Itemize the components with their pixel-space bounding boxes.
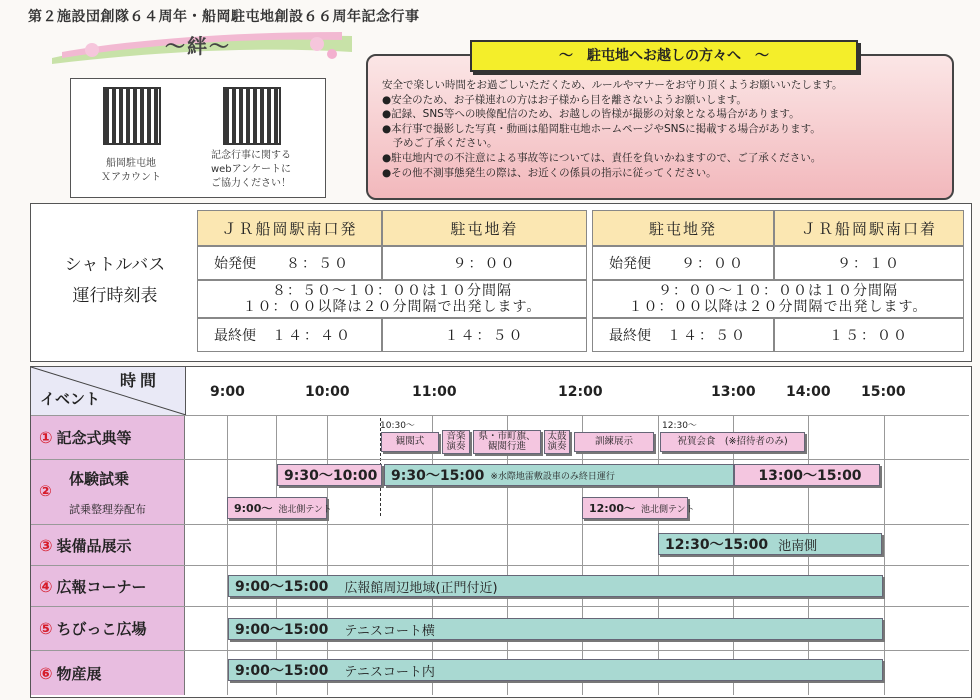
event-number: ①	[39, 428, 53, 447]
grid-line	[808, 415, 809, 695]
corner-time-label: 時間	[120, 371, 161, 390]
ticket-bar-2	[582, 497, 695, 519]
notice-line: ●駐屯地内での不注意による事故等については、責任を負いかねますので、ご了承ください。	[382, 151, 822, 164]
interval-line: ９：００〜１０：００は１０分間隔	[658, 283, 898, 299]
notice-line: ●その他不測事態発生の際は、お近くの係員の指示に従ってください。	[382, 166, 717, 179]
grid-line	[327, 415, 328, 695]
first-bus-label: 始発便	[214, 256, 256, 272]
block-line: 音楽	[446, 431, 466, 442]
event-ride	[31, 460, 185, 524]
last-bus-arrival: １４：５０	[382, 318, 587, 352]
qr-caption-survey	[196, 149, 306, 191]
event-name: 記念式典等	[56, 429, 132, 447]
market-bar	[228, 659, 883, 681]
last-bus-time: １４：５０	[667, 328, 747, 344]
grid-line	[507, 415, 508, 695]
event-name: 広報コーナー	[56, 577, 147, 596]
first-bus-label: 始発便	[609, 256, 651, 272]
event-number: ②	[39, 482, 52, 500]
grid-line	[733, 415, 734, 695]
event-title: 第２施設団創隊６４周年・船岡駐屯地創設６６周年記念行事	[28, 9, 420, 25]
notice-line: ●安全のため、お子様連れの方はお子様から目を離さないようお願いします。	[382, 93, 747, 106]
start-label: 10:30〜	[380, 421, 415, 431]
header-jr-departure: ＪＲ船岡駅南口発	[197, 210, 382, 246]
event-number: ③	[39, 535, 53, 555]
start-label: 12:30〜	[662, 421, 697, 431]
last-bus-label: 最終便	[609, 328, 651, 344]
corner-event-label: イベント	[40, 390, 101, 408]
time-tick: 13:00	[711, 384, 756, 400]
event-name: ちびっこ広場	[56, 620, 147, 638]
interval-line: １０：００以降は２０分間隔で出発します。	[628, 299, 928, 315]
interval-line: １０：００以降は２０分間隔で出発します。	[242, 299, 542, 315]
qr-code-x-account[interactable]	[103, 87, 161, 145]
block-line: 演奏	[547, 441, 567, 452]
event-market	[31, 651, 185, 695]
last-bus-time: １４：４０	[272, 328, 352, 344]
equipment-bar	[658, 533, 882, 555]
bar-time: 9:00〜15:00	[235, 579, 329, 595]
ticket-place: 池北側テント	[278, 504, 332, 515]
event-number: ⑤	[39, 619, 53, 638]
block-banquet: 祝賀会食 (※招待者のみ)	[660, 432, 805, 452]
event-subtitle: 〜絆〜	[165, 34, 231, 58]
bar-time: 12:30〜15:00	[665, 537, 769, 553]
event-ceremony	[31, 416, 185, 459]
block-training: 訓練展示	[574, 432, 654, 452]
notice-title: 〜 駐屯地へお越しの方々へ 〜	[470, 40, 858, 72]
last-bus-label: 最終便	[214, 328, 256, 344]
grid-line	[276, 415, 277, 695]
grid-line	[582, 415, 583, 695]
event-name: 体験試乗	[69, 469, 130, 488]
event-kids	[31, 607, 185, 650]
first-bus-jr-arrival: ９：１０	[774, 246, 964, 280]
event-name: 物産展	[56, 664, 102, 683]
event-pr	[31, 566, 185, 606]
grid-line	[884, 415, 885, 695]
qr-code-panel	[70, 78, 326, 198]
ride-time: 9:30〜15:00	[391, 468, 485, 484]
block-line: 県・市町旗、	[478, 431, 536, 442]
block-line: 観閲行進	[487, 441, 526, 452]
last-bus-jr-arrival: １５：００	[774, 318, 964, 352]
block-taiko	[544, 430, 570, 454]
first-bus-left	[197, 246, 382, 280]
pr-bar	[228, 575, 883, 597]
event-number: ④	[39, 576, 53, 596]
ticket-time: 12:00〜	[589, 502, 636, 515]
bar-place: 広報館周辺地域(正門付近)	[344, 580, 498, 596]
qr-caption-line: webアンケートに	[210, 164, 292, 175]
first-bus-arrival: ９：００	[382, 246, 587, 280]
first-bus-time: ９：００	[681, 256, 745, 272]
event-name: 装備品展示	[56, 536, 132, 555]
notice-text	[382, 78, 942, 180]
time-tick: 15:00	[861, 384, 906, 400]
header-base-departure: 駐屯地発	[592, 210, 774, 246]
time-tick: 9:00	[210, 384, 245, 400]
event-equipment	[31, 525, 185, 565]
interval-right	[592, 280, 964, 318]
time-tick: 12:00	[558, 384, 603, 400]
interval-left	[197, 280, 587, 318]
block-parade	[473, 430, 541, 454]
qr-caption-x	[81, 157, 181, 185]
ticket-time: 9:00〜	[234, 502, 273, 515]
last-bus-left	[197, 318, 382, 352]
shuttle-label-line1: シャトルバス	[64, 255, 166, 275]
bar-place: テニスコート内	[344, 664, 435, 680]
ride-note: ※水際地雷敷設車のみ終日運行	[490, 471, 615, 482]
qr-caption-line: ご協力ください！	[211, 178, 291, 189]
qr-code-icon	[223, 87, 281, 145]
bar-time: 9:00〜15:00	[235, 622, 329, 638]
time-tick: 11:00	[412, 384, 457, 400]
bar-place: 池南側	[778, 538, 818, 554]
qr-code-icon	[103, 87, 161, 145]
interval-line: ８：５０〜１０：００は１０分間隔	[272, 283, 512, 299]
ride-bar-main	[384, 464, 734, 486]
last-bus-right	[592, 318, 774, 352]
shuttle-label	[40, 250, 190, 312]
first-bus-right	[592, 246, 774, 280]
first-bus-time: ８：５０	[286, 256, 350, 272]
grid-line	[227, 415, 228, 695]
header-base-arrival: 駐屯地着	[382, 210, 587, 246]
notice-line: 予めご了承ください。	[382, 137, 498, 150]
block-line: 演奏	[446, 441, 466, 452]
ride-bar-late: 13:00〜15:00	[734, 464, 880, 486]
block-music	[442, 430, 470, 454]
ticket-place: 池北側テント	[641, 504, 695, 515]
kids-bar	[228, 618, 883, 640]
notice-line: 安全で楽しい時間をお過ごしいただくため、ルールやマナーをお守り頂くようお願いいたします。	[382, 79, 843, 91]
notice-line: ●記録、SNS等への映像配信のため、お越しの皆様が撮影の対象となる場合があります。	[382, 108, 800, 121]
header-jr-arrival: ＪＲ船岡駅南口着	[774, 210, 964, 246]
block-line: 太鼓	[547, 431, 567, 442]
bar-place: テニスコート横	[344, 623, 435, 639]
ride-bar-early: 9:30〜10:00	[277, 464, 382, 486]
notice-line: ●本行事で撮影した写真・動画は船岡駐屯地ホームページやSNSに掲載する場合があります。	[382, 122, 821, 135]
event-number: ⑥	[39, 663, 53, 683]
qr-code-survey[interactable]	[223, 87, 281, 145]
grid-line	[432, 415, 433, 695]
bar-time: 9:00〜15:00	[235, 663, 329, 679]
shuttle-label-line2: 運行時刻表	[72, 286, 158, 306]
qr-caption-line: 船岡駐屯地	[106, 158, 156, 169]
grid-line	[658, 415, 659, 695]
event-sub: 試乗整理券配布	[69, 502, 146, 516]
time-tick: 10:00	[305, 384, 350, 400]
qr-caption-line: 記念行事に関する	[211, 150, 291, 161]
qr-caption-line: Ｘアカウント	[101, 172, 161, 183]
ticket-bar-1	[227, 497, 332, 519]
time-tick: 14:00	[786, 384, 831, 400]
block-review: 観閲式	[381, 432, 439, 452]
